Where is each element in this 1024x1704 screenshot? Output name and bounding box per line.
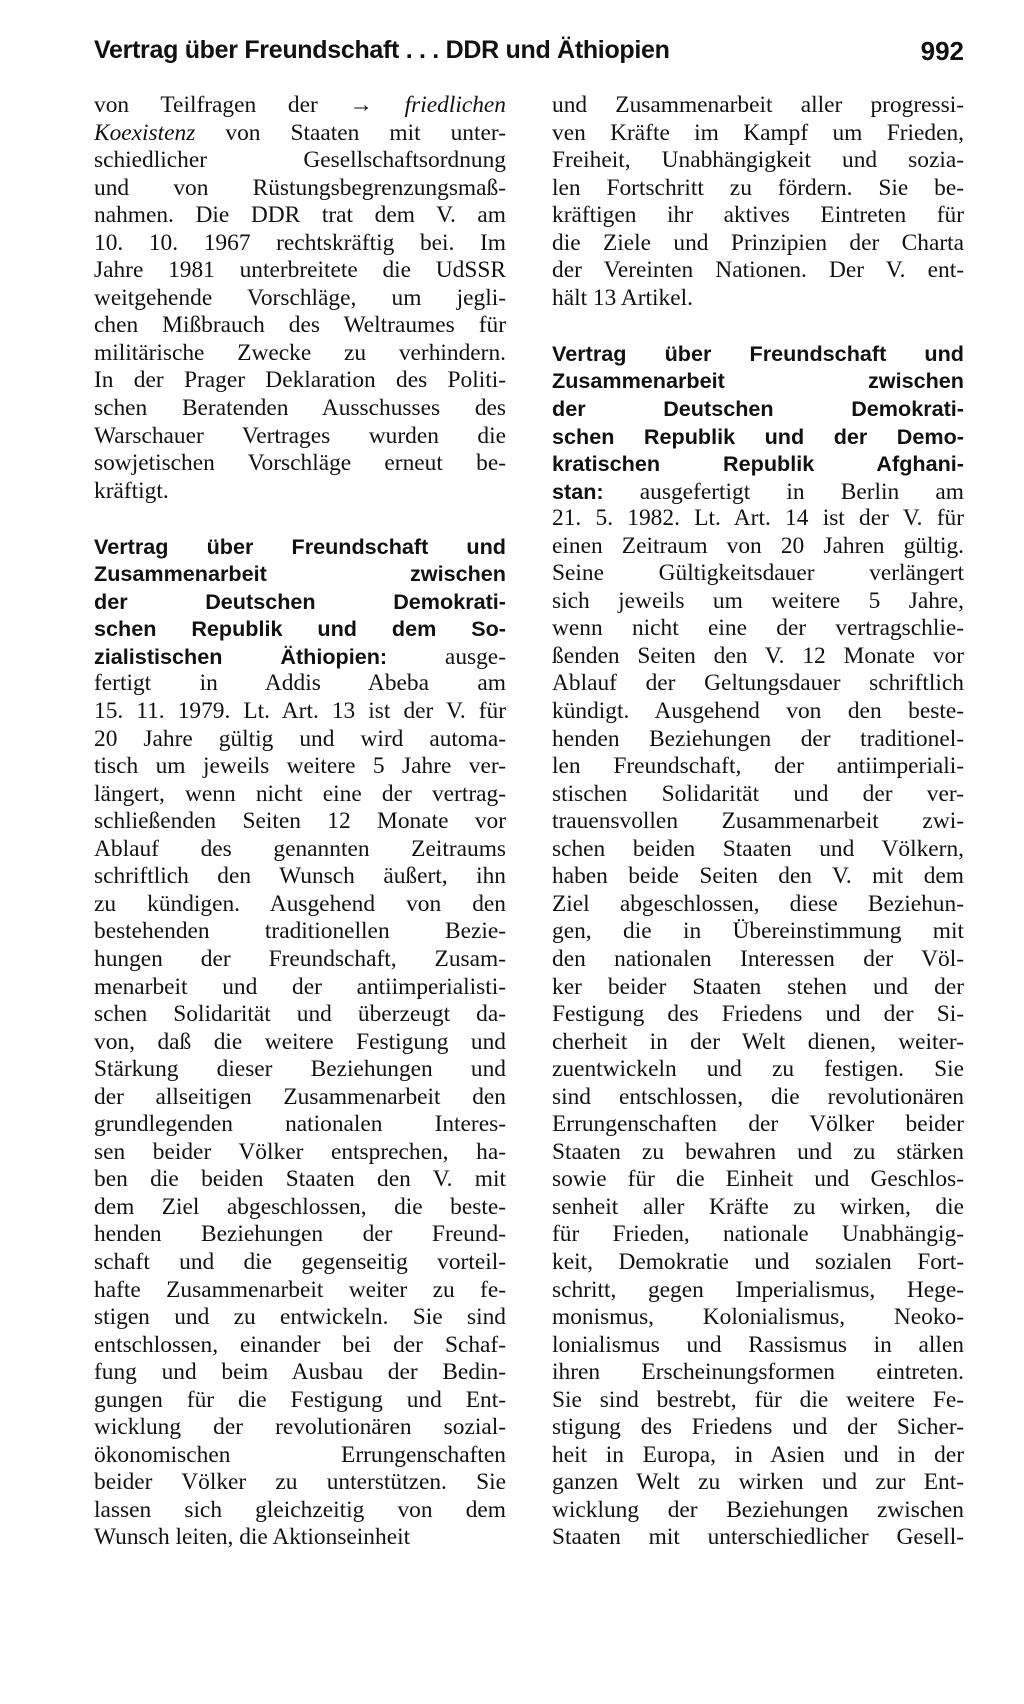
text-segment: stigen und zu entwickeln. Sie sind: [94, 1304, 506, 1331]
entry-heading: Zusammenarbeit zwischen: [94, 561, 506, 587]
text-line: [552, 120, 964, 148]
text-line: [94, 1221, 506, 1249]
text-line: [552, 257, 964, 285]
text-segment: heit in Europa, in Asien und in der: [552, 1441, 964, 1468]
text-segment: entschlossen, einander bei der Schaf-: [94, 1331, 506, 1358]
text-line: [552, 918, 964, 946]
text-line: [552, 92, 964, 120]
text-segment: Ablauf des genannten Zeitraums: [94, 835, 506, 862]
text-line: [552, 698, 964, 726]
text-line: [552, 1056, 964, 1084]
text-line: [552, 643, 964, 671]
text-line: [552, 1469, 964, 1497]
text-line: [552, 1359, 964, 1387]
text-line: [552, 1166, 964, 1194]
text-line: [94, 533, 506, 561]
text-line: [94, 918, 506, 946]
entry-heading: zialistischen Äthiopien:: [94, 643, 388, 669]
text-line: [552, 974, 964, 1002]
text-segment: chen Mißbrauch des Weltraumes für: [94, 312, 506, 339]
text-segment: lonialismus und Rassismus in allen: [552, 1331, 964, 1358]
text-line: [552, 1387, 964, 1415]
text-segment: schen Solidarität und überzeugt da-: [94, 1001, 506, 1028]
text-line: [94, 615, 506, 643]
text-segment: Jahre 1981 unterbreitete die UdSSR: [94, 257, 506, 284]
text-line: [552, 478, 964, 506]
text-line: [552, 560, 964, 588]
text-line: [94, 670, 506, 698]
text-segment: lassen sich gleichzeitig von dem: [94, 1496, 506, 1523]
text-segment: fung und beim Ausbau der Bedin-: [94, 1359, 506, 1386]
text-line: [552, 808, 964, 836]
text-line: [94, 257, 506, 285]
text-line: [552, 863, 964, 891]
text-segment: keit, Demokratie und sozialen Fort-: [552, 1248, 964, 1275]
text-line: [552, 202, 964, 230]
text-line: [94, 698, 506, 726]
text-segment: schiedlicher Gesellschaftsordnung: [94, 147, 506, 174]
text-line: [552, 1414, 964, 1442]
text-line: [94, 643, 506, 671]
text-segment: kräftigen ihr aktives Eintreten für: [552, 202, 964, 229]
text-segment: ausge-: [387, 643, 506, 670]
text-segment: die Ziele und Prinzipien der Charta: [552, 229, 964, 256]
text-segment: ihren Erscheinungsformen eintreten.: [552, 1359, 964, 1386]
text-segment: hält 13 Artikel.: [552, 284, 693, 311]
text-segment: sen beider Völker entsprechen, ha-: [94, 1138, 506, 1165]
text-segment: Festigung des Friedens und der Si-: [552, 1001, 964, 1028]
text-line: [552, 395, 964, 423]
text-segment: Ablauf der Geltungsdauer schriftlich: [552, 670, 964, 697]
text-line: [94, 1497, 506, 1525]
text-segment: schriftlich den Wunsch äußert, ihn: [94, 863, 506, 890]
text-line: [94, 450, 506, 478]
text-line: [94, 560, 506, 588]
text-line: [552, 1524, 964, 1552]
text-line: [94, 478, 506, 506]
text-line: [552, 450, 964, 478]
italic-term: Koexistenz: [94, 119, 196, 146]
text-line: [552, 588, 964, 616]
text-segment: hafte Zusammenarbeit weiter zu fe-: [94, 1276, 506, 1303]
text-segment: Sie sind bestrebt, für die weitere Fe-: [552, 1386, 964, 1413]
text-segment: von, daß die weitere Festigung und: [94, 1028, 506, 1055]
text-segment: menarbeit und der antiimperialisti-: [94, 973, 506, 1000]
text-line: [94, 285, 506, 313]
text-segment: von Teilfragen der →: [94, 92, 405, 118]
text-segment: schen Beratenden Ausschusses des: [94, 395, 506, 422]
text-segment: schließenden Seiten 12 Monate vor: [94, 808, 506, 835]
text-segment: fertigt in Addis Abeba am: [94, 670, 506, 697]
text-segment: weitgehende Vorschläge, um jegli-: [94, 284, 506, 311]
text-segment: bestehenden traditionellen Bezie-: [94, 918, 506, 945]
entry-heading: schen Republik und dem So-: [94, 616, 506, 642]
text-line: [94, 891, 506, 919]
text-segment: und von Rüstungsbegrenzungsmaß-: [94, 174, 506, 201]
text-line: [94, 974, 506, 1002]
text-segment: stigung des Friedens und der Sicher-: [552, 1414, 964, 1441]
text-line: [94, 1387, 506, 1415]
text-line: [552, 367, 964, 395]
text-line: [552, 1194, 964, 1222]
text-line: [94, 312, 506, 340]
text-line: [552, 781, 964, 809]
text-segment: 15. 11. 1979. Lt. Art. 13 ist der V. für: [94, 698, 506, 725]
text-segment: beider Völker zu unterstützen. Sie: [94, 1469, 506, 1496]
text-line: [94, 781, 506, 809]
text-line: [94, 1139, 506, 1167]
italic-term: friedlichen: [404, 92, 506, 118]
text-segment: Seine Gültigkeitsdauer verlängert: [552, 560, 964, 587]
text-line: [94, 230, 506, 258]
text-line: [94, 1029, 506, 1057]
text-segment: sowjetischen Vorschläge erneut be-: [94, 450, 506, 477]
text-segment: militärische Zwecke zu verhindern.: [94, 339, 506, 366]
text-segment: ven Kräfte im Kampf um Frieden,: [552, 119, 964, 146]
text-line: [94, 1304, 506, 1332]
text-segment: schaft und die gegenseitig vorteil-: [94, 1248, 506, 1275]
text-line: [94, 175, 506, 203]
text-line: [94, 1001, 506, 1029]
text-line: [552, 340, 964, 368]
text-segment: trauensvollen Zusammenarbeit zwi-: [552, 808, 964, 835]
text-line: [94, 1249, 506, 1277]
text-segment: sich jeweils um weitere 5 Jahre,: [552, 587, 964, 614]
text-segment: cherheit in der Welt dienen, weiter-: [552, 1028, 964, 1055]
text-line: [552, 175, 964, 203]
entry-heading: Vertrag über Freundschaft und: [94, 533, 506, 559]
text-segment: henden Beziehungen der Freund-: [94, 1221, 506, 1248]
text-line: [552, 670, 964, 698]
text-line: [552, 1332, 964, 1360]
text-segment: Errungenschaften der Völker beider: [552, 1111, 964, 1138]
text-segment: Stärkung dieser Beziehungen und: [94, 1056, 506, 1083]
text-line: [552, 836, 964, 864]
text-line: [94, 367, 506, 395]
text-segment: Wunsch leiten, die Aktionseinheit: [94, 1524, 411, 1551]
text-segment: Warschauer Vertrages wurden die: [94, 422, 506, 449]
text-line: [94, 1414, 506, 1442]
text-segment: zu kündigen. Ausgehend von den: [94, 890, 506, 917]
text-segment: schen beiden Staaten und Völkern,: [552, 835, 964, 862]
text-segment: henden Beziehungen der traditionel-: [552, 725, 964, 752]
text-segment: gungen für die Festigung und Ent-: [94, 1386, 506, 1413]
text-segment: In der Prager Deklaration des Politi-: [94, 367, 506, 394]
text-line: [552, 1084, 964, 1112]
text-segment: kräftigt.: [94, 477, 169, 504]
text-segment: stischen Solidarität und der ver-: [552, 780, 964, 807]
text-line: [94, 120, 506, 148]
text-segment: Freiheit, Unabhängigkeit und sozia-: [552, 147, 964, 174]
text-line: [94, 1056, 506, 1084]
text-segment: Staaten mit unterschiedlicher Gesell-: [552, 1524, 964, 1551]
text-segment: wenn nicht eine der vertragschlie-: [552, 615, 964, 642]
text-line: [94, 1359, 506, 1387]
text-line: [94, 1111, 506, 1139]
text-line: [94, 726, 506, 754]
text-line: [552, 147, 964, 175]
text-line: [94, 946, 506, 974]
text-segment: nahmen. Die DDR trat dem V. am: [94, 202, 506, 229]
text-line: [552, 1139, 964, 1167]
entry-heading: Vertrag über Freundschaft und: [552, 340, 964, 366]
page-header: [94, 36, 964, 72]
text-line: [552, 1111, 964, 1139]
text-segment: 20 Jahre gültig und wird automa-: [94, 725, 506, 752]
text-line: [94, 147, 506, 175]
text-line: [552, 285, 964, 313]
text-segment: grundlegenden nationalen Interes-: [94, 1111, 506, 1138]
text-segment: 10. 10. 1967 rechtskräftig bei. Im: [94, 229, 506, 256]
text-line: [94, 863, 506, 891]
text-line: [552, 726, 964, 754]
text-line: [94, 808, 506, 836]
text-segment: ben die beiden Staaten den V. mit: [94, 1166, 506, 1193]
text-segment: kündigt. Ausgehend von den beste-: [552, 698, 964, 725]
text-line: [552, 505, 964, 533]
text-segment: ker beider Staaten stehen und der: [552, 973, 964, 1000]
text-line: [94, 588, 506, 616]
text-line: [552, 1221, 964, 1249]
text-segment: einen Zeitraum von 20 Jahren gültig.: [552, 532, 964, 559]
entry-heading: stan:: [552, 478, 604, 504]
text-segment: len Fortschritt zu fördern. Sie be-: [552, 174, 964, 201]
text-segment: gen, die in Übereinstimmung mit: [552, 918, 964, 945]
entry-heading: schen Republik und der Demo-: [552, 423, 964, 449]
text-line: [94, 92, 506, 120]
text-segment: ganzen Welt zu wirken und zur Ent-: [552, 1469, 964, 1496]
text-line: [552, 1497, 964, 1525]
text-segment: tisch um jeweils weitere 5 Jahre ver-: [94, 753, 506, 780]
text-line: [94, 395, 506, 423]
text-line: [94, 1442, 506, 1470]
text-segment: monismus, Kolonialismus, Neoko-: [552, 1304, 964, 1331]
text-segment: sind entschlossen, die revolutionären: [552, 1083, 964, 1110]
text-line: [94, 423, 506, 451]
text-line: [94, 1469, 506, 1497]
text-segment: hungen der Freundschaft, Zusam-: [94, 945, 506, 972]
text-line: [94, 753, 506, 781]
entry-heading: kratischen Republik Afghani-: [552, 451, 964, 477]
page-number: 992: [920, 36, 964, 66]
paragraph-gap: [552, 312, 964, 340]
text-segment: dem Ziel abgeschlossen, die beste-: [94, 1193, 506, 1220]
text-line: [552, 1304, 964, 1332]
text-line: [552, 753, 964, 781]
text-line: [552, 230, 964, 258]
text-segment: längert, wenn nicht eine der vertrag-: [94, 780, 506, 807]
text-segment: ßenden Seiten den V. 12 Monate vor: [552, 642, 964, 669]
text-segment: und Zusammenarbeit aller progressi-: [552, 92, 964, 118]
text-line: [552, 1277, 964, 1305]
text-line: [94, 1524, 506, 1552]
running-head: Vertrag über Freundschaft . . . DDR und Äthiopien: [94, 36, 670, 64]
text-segment: ausgefertigt in Berlin am: [603, 478, 964, 505]
text-segment: der allseitigen Zusammenarbeit den: [94, 1083, 506, 1110]
text-segment: zuentwickeln und zu festigen. Sie: [552, 1056, 964, 1083]
text-segment: wicklung der Beziehungen zwischen: [552, 1496, 964, 1523]
text-segment: wicklung der revolutionären sozial-: [94, 1414, 506, 1441]
text-segment: den nationalen Interessen der Völ-: [552, 945, 964, 972]
text-segment: schritt, gegen Imperialismus, Hege-: [552, 1276, 964, 1303]
text-segment: ökonomischen Errungenschaften: [94, 1441, 506, 1468]
text-line: [94, 1084, 506, 1112]
text-line: [94, 836, 506, 864]
text-line: [94, 1166, 506, 1194]
text-segment: der Vereinten Nationen. Der V. ent-: [552, 257, 964, 284]
text-line: [552, 891, 964, 919]
text-segment: Ziel abgeschlossen, diese Beziehun-: [552, 890, 964, 917]
entry-heading: Zusammenarbeit zwischen: [552, 368, 964, 394]
text-segment: für Frieden, nationale Unabhängig-: [552, 1221, 964, 1248]
text-line: [552, 1001, 964, 1029]
text-line: [552, 946, 964, 974]
text-segment: Staaten zu bewahren und zu stärken: [552, 1138, 964, 1165]
text-segment: von Staaten mit unter-: [195, 119, 506, 146]
text-line: [94, 1277, 506, 1305]
text-segment: senheit aller Kräfte zu wirken, die: [552, 1193, 964, 1220]
text-line: [552, 1249, 964, 1277]
text-segment: haben beide Seiten den V. mit dem: [552, 863, 964, 890]
text-line: [552, 533, 964, 561]
entry-heading: der Deutschen Demokrati-: [552, 396, 964, 422]
text-line: [94, 1332, 506, 1360]
text-line: [94, 340, 506, 368]
text-line: [94, 202, 506, 230]
text-column-left: [94, 92, 506, 1552]
text-segment: sowie für die Einheit und Geschlos-: [552, 1166, 964, 1193]
text-line: [552, 423, 964, 451]
entry-heading: der Deutschen Demokrati-: [94, 588, 506, 614]
text-line: [552, 1442, 964, 1470]
text-segment: len Freundschaft, der antiimperiali-: [552, 753, 964, 780]
text-column-right: [552, 92, 964, 1552]
text-line: [552, 615, 964, 643]
paragraph-gap: [94, 505, 506, 533]
text-segment: 21. 5. 1982. Lt. Art. 14 ist der V. für: [552, 505, 964, 532]
text-line: [552, 1029, 964, 1057]
text-line: [94, 1194, 506, 1222]
